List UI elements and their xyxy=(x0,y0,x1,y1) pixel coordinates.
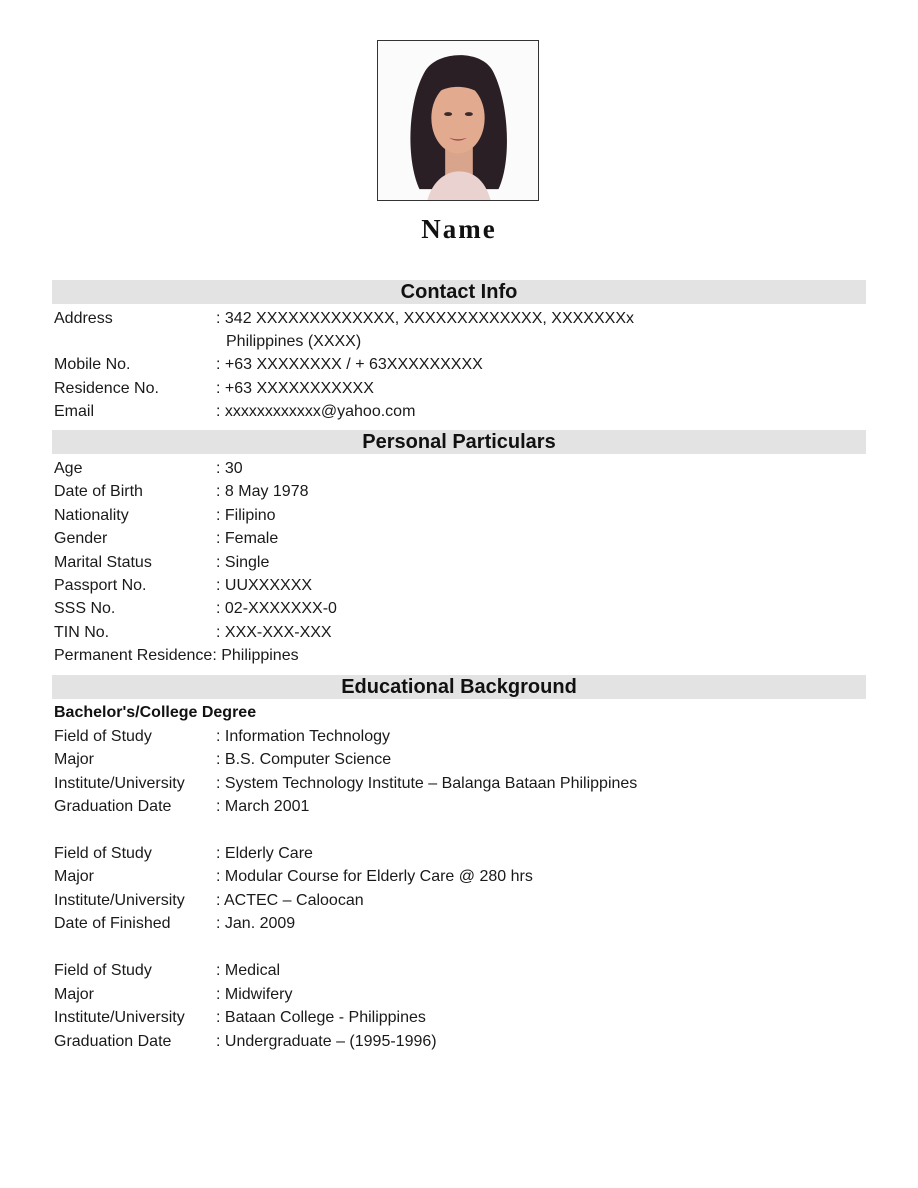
edu2-row-field xyxy=(54,844,313,864)
contact-row-address xyxy=(54,309,634,329)
contact-row-residence xyxy=(54,379,374,399)
applicant-photo xyxy=(377,40,539,201)
field-value: : xxxxxxxxxxxx@yahoo.com xyxy=(216,403,416,420)
portrait-image xyxy=(378,41,538,200)
field-value: : Single xyxy=(216,554,270,571)
field-label: Email xyxy=(54,403,95,420)
field-value: : 342 XXXXXXXXXXXXX, XXXXXXXXXXXXX, XXXXXXXx xyxy=(216,310,634,327)
field-label: Field of Study xyxy=(54,962,152,979)
field-value: : Modular Course for Elderly Care @ 280 hrs xyxy=(216,868,533,885)
edu3-row-major xyxy=(54,985,292,1005)
field-label: Field of Study xyxy=(54,728,152,745)
edu1-row-date xyxy=(54,797,309,817)
applicant-name: Name xyxy=(421,214,497,244)
field-value: : System Technology Institute – Balanga Bataan Philippines xyxy=(216,775,638,792)
education-subheading: Bachelor's/College Degree xyxy=(54,704,257,721)
field-value: : Filipino xyxy=(216,507,276,524)
field-value: : Midwifery xyxy=(216,986,293,1003)
field-value: : +63 XXXXXXXXXXX xyxy=(216,380,374,397)
field-value: : XXX-XXX-XXX xyxy=(216,624,332,641)
field-value: : 30 xyxy=(216,460,243,477)
edu2-row-institute xyxy=(54,891,364,911)
field-value: : Information Technology xyxy=(216,728,391,745)
field-value: : B.S. Computer Science xyxy=(216,751,392,768)
field-label: Residence No. xyxy=(54,380,159,397)
personal-row-sss xyxy=(54,599,337,619)
contact-row-email xyxy=(54,402,415,422)
field-value: : Bataan College - Philippines xyxy=(216,1009,426,1026)
field-label: Nationality xyxy=(54,507,129,524)
field-label: Major xyxy=(54,868,95,885)
field-label: TIN No. xyxy=(54,624,110,641)
field-value: : 02-XXXXXXX-0 xyxy=(216,600,337,617)
field-label: Institute/University xyxy=(54,892,185,909)
personal-row-gender xyxy=(54,529,278,549)
edu2-row-date xyxy=(54,914,295,934)
edu3-row-date xyxy=(54,1032,437,1052)
field-value: : Jan. 2009 xyxy=(216,915,296,932)
edu2-row-major xyxy=(54,867,533,887)
field-value: : ACTEC – Caloocan xyxy=(216,892,364,909)
personal-row-marital-status xyxy=(54,553,269,573)
edu1-row-institute xyxy=(54,774,637,794)
field-label: Graduation Date xyxy=(54,798,172,815)
edu3-row-field xyxy=(54,961,280,981)
personal-row-nationality xyxy=(54,506,276,526)
field-value: : March 2001 xyxy=(216,798,310,815)
field-label: Graduation Date xyxy=(54,1033,172,1050)
field-label: Address xyxy=(54,310,113,327)
field-label: SSS No. xyxy=(54,600,116,617)
field-label: Marital Status xyxy=(54,554,152,571)
field-value: : 8 May 1978 xyxy=(216,483,309,500)
field-label: Institute/University xyxy=(54,1009,185,1026)
field-label: Passport No. xyxy=(54,577,147,594)
personal-row-tin xyxy=(54,623,332,643)
field-label: Gender xyxy=(54,530,108,547)
edu3-row-institute xyxy=(54,1008,426,1028)
field-value: : Female xyxy=(216,530,279,547)
field-label: Major xyxy=(54,751,95,768)
edu1-row-major xyxy=(54,750,391,770)
field-value: : +63 XXXXXXXX / + 63XXXXXXXXX xyxy=(216,356,483,373)
field-label: Date of Birth xyxy=(54,483,143,500)
edu1-row-field xyxy=(54,727,390,747)
field-label: Age xyxy=(54,460,83,477)
field-value: : Medical xyxy=(216,962,281,979)
field-value: : Elderly Care xyxy=(216,845,313,862)
address-continuation: Philippines (XXXX) xyxy=(226,333,362,350)
section-header-personal-particulars: Personal Particulars xyxy=(52,430,866,454)
field-label: Institute/University xyxy=(54,775,185,792)
section-header-educational-background: Educational Background xyxy=(52,675,866,699)
contact-row-mobile xyxy=(54,355,483,375)
personal-row-dob xyxy=(54,482,309,502)
field-label: Major xyxy=(54,986,95,1003)
personal-row-permanent-residence: Permanent Residence: Philippines xyxy=(54,647,299,664)
field-value: : Undergraduate – (1995-1996) xyxy=(216,1033,437,1050)
field-label: Field of Study xyxy=(54,845,152,862)
field-value: : UUXXXXXX xyxy=(216,577,313,594)
field-label: Mobile No. xyxy=(54,356,131,373)
field-label: Date of Finished xyxy=(54,915,171,932)
personal-row-age xyxy=(54,459,243,479)
section-header-contact-info: Contact Info xyxy=(52,280,866,304)
personal-row-passport xyxy=(54,576,312,596)
